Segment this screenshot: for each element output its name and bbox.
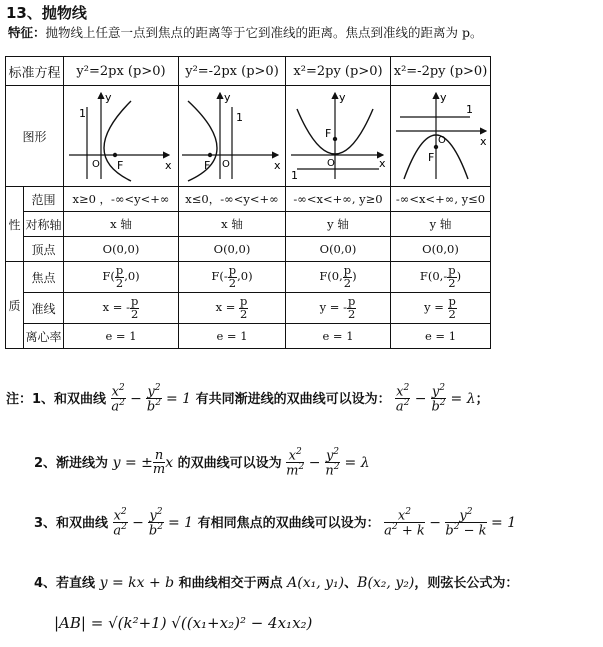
equation-3: x²=2py (p>0): [286, 57, 391, 86]
origin-label: O: [327, 157, 335, 169]
note-1: [6, 384, 489, 414]
focus-1: [64, 262, 179, 293]
header-label: 标准方程: [6, 57, 64, 86]
directrix-2-den: 2: [240, 306, 248, 321]
note-1-result: $\frac{x^2}{a^2}$ − $\frac{y^2}{b^2}$ = λ: [395, 383, 476, 415]
directrix-2-frac: [239, 296, 248, 320]
directrix-label: 1: [291, 168, 298, 182]
feature-line: [8, 23, 483, 41]
axis-row: [6, 212, 491, 237]
focus-4-post: ): [456, 269, 462, 283]
directrix-1-num: p: [130, 294, 139, 308]
directrix-2-pre: x =: [215, 300, 240, 314]
focus-3-pre: F(0,: [319, 269, 343, 283]
focus-1-den: 2: [115, 275, 124, 290]
range-1: x≥0 ，-∞<y<+∞: [64, 187, 179, 212]
directrix-2-num: p: [240, 294, 248, 308]
directrix-1-frac: [130, 296, 139, 320]
range-4: -∞<x<+∞, y≤0: [391, 187, 491, 212]
focus-4: [391, 262, 491, 293]
focus-point: [333, 136, 337, 140]
equation-row: [6, 57, 491, 86]
directrix-1-den: 2: [130, 306, 139, 321]
focus-point: [208, 152, 212, 156]
graph-up-opening: [286, 86, 391, 187]
directrix-1: [64, 293, 179, 324]
focus-4-den: 2: [448, 275, 456, 290]
directrix-3-pre: y = -: [319, 300, 347, 314]
directrix-row: [6, 293, 491, 324]
focus-3-den: 2: [343, 275, 352, 290]
axis-2: x 轴: [179, 212, 286, 237]
graph-right-opening-svg: [65, 87, 177, 183]
directrix-label: 1: [236, 110, 243, 124]
note-3-mid: 有相同焦点的双曲线可以设为：: [197, 515, 380, 531]
note-2-result: $\frac{x^2}{m^2}$ − $\frac{y^2}{n^2}$ = λ: [286, 447, 370, 479]
vertex-1: O(0,0): [64, 237, 179, 262]
graph-label: 图形: [6, 86, 64, 187]
focus-label: F: [427, 150, 434, 164]
graph-right-opening: [64, 86, 179, 187]
eccentricity-4: e = 1: [391, 324, 491, 349]
x-label: x: [274, 158, 281, 172]
row-label-range: 范围: [24, 187, 64, 212]
focus-2-frac: [228, 265, 237, 289]
note-4-point-b: B(x₂, y₂): [357, 575, 415, 591]
row-label-focus: 焦点: [24, 262, 64, 293]
directrix-4-frac: [448, 296, 457, 320]
eccentricity-2: e = 1: [179, 324, 286, 349]
equation-2: y²=-2px (p>0): [179, 57, 286, 86]
directrix-2: [179, 293, 286, 324]
row-label-axis: 对称轴: [24, 212, 64, 237]
graph-down-opening: [391, 86, 491, 187]
note-2-asymptote: y = ± $\frac{n}{m}$ x: [112, 448, 174, 478]
range-row: [6, 187, 491, 212]
section-title: 13、抛物线: [6, 4, 87, 22]
eccentricity-1: e = 1: [64, 324, 179, 349]
origin-label: O: [222, 158, 230, 170]
origin-label: O: [92, 158, 100, 170]
directrix-4-pre: y =: [424, 300, 448, 314]
origin-label: O: [437, 134, 446, 146]
note-2-prefix: 2、渐进线为: [34, 455, 109, 471]
focus-1-pre: F(: [102, 269, 115, 283]
directrix-label: 1: [79, 106, 86, 120]
directrix-4-den: 2: [448, 306, 456, 321]
focus-1-post: ,0): [124, 269, 140, 283]
chord-formula: [54, 614, 312, 632]
note-3-result: $\frac{x^2}{a^2 + k}$ − $\frac{y^2}{b^2 - k}$ = 1: [384, 507, 517, 539]
y-label: y: [339, 90, 346, 104]
graph-row: [6, 86, 491, 187]
focus-2-post: ,0): [237, 269, 253, 283]
note-3-prefix: 3、和双曲线: [34, 515, 109, 531]
x-label: x: [379, 156, 386, 170]
row-label-directrix: 准线: [24, 293, 64, 324]
note-4: [34, 572, 518, 591]
vertex-4: O(0,0): [391, 237, 491, 262]
graph-down-opening-svg: [392, 87, 490, 183]
focus-1-frac: [115, 265, 124, 289]
focus-point: [113, 152, 117, 156]
range-2: x≤0，-∞<y<+∞: [179, 187, 286, 212]
equation-1: y²=2px (p>0): [64, 57, 179, 86]
directrix-4-num: p: [448, 294, 456, 308]
graph-left-opening-svg: [180, 87, 284, 183]
directrix-3-den: 2: [348, 306, 356, 321]
note-1-hyperbola: $\frac{x^2}{a^2}$ − $\frac{y^2}{b^2}$ = 1: [111, 383, 192, 415]
axis-4: y 轴: [391, 212, 491, 237]
focus-2-pre: F(-: [211, 269, 228, 283]
focus-label: F: [325, 126, 332, 140]
vertex-3: O(0,0): [286, 237, 391, 262]
vertex-row: [6, 237, 491, 262]
focus-3-post: ): [352, 269, 357, 283]
directrix-3-frac: [347, 296, 356, 320]
focus-1-num: p: [115, 263, 124, 277]
note-1-mid: 有共同渐进线的双曲线可以设为：: [195, 391, 391, 407]
note-4-line: y = kx + b: [99, 575, 175, 591]
focus-3-num: p: [343, 263, 352, 277]
note-1-prefix: 注：1、和双曲线: [6, 391, 107, 407]
feature-text: 抛物线上任意一点到焦点的距离等于它到准线的距离。焦点到准线的距离为 p。: [45, 25, 483, 40]
feature-label: 特征：: [8, 25, 46, 40]
note-4-sep: 、: [344, 576, 358, 591]
note-3-hyperbola: $\frac{x^2}{a^2}$ − $\frac{y^2}{b^2}$ = 1: [113, 507, 194, 539]
chord-formula-text: |AB| = √(k²+1) √((x₁+x₂)² − 4x₁x₂): [54, 614, 313, 632]
eccentricity-row: [6, 324, 491, 349]
note-2-mid: 的双曲线可以设为: [177, 455, 282, 471]
focus-4-frac: [447, 265, 456, 289]
graph-up-opening-svg: [287, 87, 389, 183]
y-label: y: [105, 90, 112, 104]
note-4-end: ，则弦长公式为：: [414, 576, 519, 591]
axis-1: x 轴: [64, 212, 179, 237]
note-3: [34, 508, 516, 538]
note-4-mid: 和曲线相交于两点: [178, 576, 283, 591]
focus-label: F: [204, 158, 211, 172]
focus-2-den: 2: [228, 275, 237, 290]
eccentricity-3: e = 1: [286, 324, 391, 349]
focus-3-frac: [343, 265, 352, 289]
focus-2: [179, 262, 286, 293]
directrix-4: [391, 293, 491, 324]
range-3: -∞<x<+∞, y≥0: [286, 187, 391, 212]
note-4-point-a: A(x₁, y₁): [287, 575, 345, 591]
row-label-eccentricity: 离心率: [24, 324, 64, 349]
focus-2-num: p: [228, 263, 237, 277]
focus-label: F: [117, 158, 124, 172]
x-label: x: [165, 158, 172, 172]
note-2: [34, 448, 370, 478]
graph-left-opening: [179, 86, 286, 187]
parabola-table: [5, 56, 491, 349]
y-label: y: [439, 90, 447, 104]
focus-row: [6, 262, 491, 293]
directrix-3: [286, 293, 391, 324]
parabola-curve: [188, 101, 217, 181]
group-label-xing: 性: [6, 187, 24, 262]
vertex-2: O(0,0): [179, 237, 286, 262]
x-label: x: [479, 134, 487, 148]
focus-3: [286, 262, 391, 293]
note-1-end: ；: [475, 391, 489, 407]
focus-4-pre: F(0,-: [419, 269, 448, 283]
note-4-prefix: 4、若直线: [34, 576, 96, 591]
group-label-zhi: 质: [6, 262, 24, 349]
directrix-3-num: p: [347, 294, 356, 308]
y-label: y: [224, 90, 231, 104]
focus-4-num: p: [448, 263, 456, 277]
row-label-vertex: 顶点: [24, 237, 64, 262]
axis-3: y 轴: [286, 212, 391, 237]
directrix-label: 1: [465, 102, 473, 116]
equation-4: x²=-2py (p>0): [391, 57, 491, 86]
directrix-1-pre: x = -: [102, 300, 130, 314]
